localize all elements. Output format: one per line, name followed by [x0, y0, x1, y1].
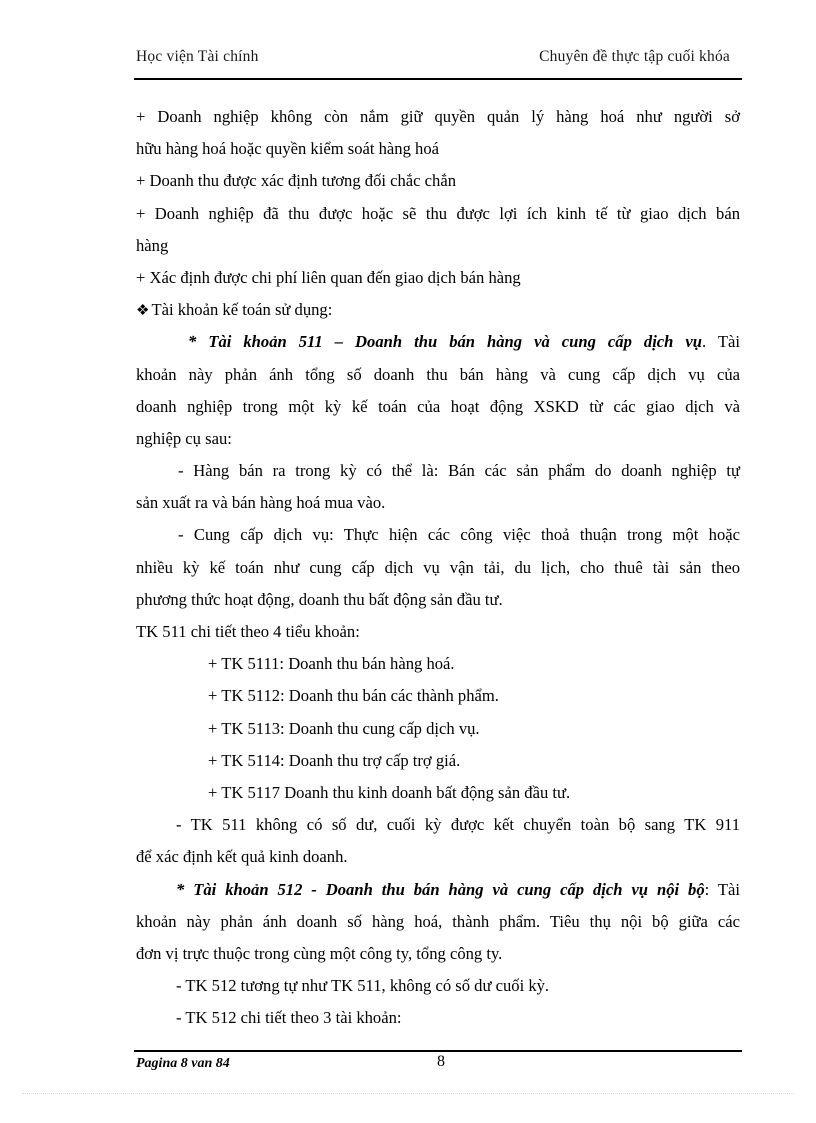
paragraph-line: sản xuất ra và bán hàng hoá mua vào. — [136, 493, 386, 513]
list-item: + TK 5112: Doanh thu bán các thành phẩm. — [208, 686, 499, 706]
paragraph-line: nhiều kỳ kế toán như cung cấp dịch vụ vận tải, du lịch, cho thuê tài sản theo — [136, 557, 740, 577]
paragraph-line: - TK 512 chi tiết theo 3 tài khoản: — [176, 1008, 402, 1028]
paragraph-line: + Doanh thu được xác định tương đối chắc chắn — [136, 171, 456, 191]
account-511-heading-rest: . Tài — [702, 332, 741, 352]
paragraph-line: đơn vị trực thuộc trong cùng một công ty, tổng công ty. — [136, 943, 503, 963]
paragraph-line: + Xác định được chi phí liên quan đến giao dịch bán hàng — [136, 267, 521, 287]
list-item: + TK 5113: Doanh thu cung cấp dịch vụ. — [208, 718, 480, 738]
list-item: + TK 5117 Doanh thu kinh doanh bất động sản đầu tư. — [208, 782, 571, 802]
paragraph-line: khoản này phản ánh doanh số hàng hoá, thành phẩm. Tiêu thụ nội bộ giữa các — [136, 911, 740, 931]
header-report-title: Chuyên đề thực tập cuối khóa — [539, 48, 730, 65]
list-item: + TK 5114: Doanh thu trợ cấp trợ giá. — [208, 750, 461, 770]
paragraph-line: - TK 512 tương tự như TK 511, không có số dư cuối kỳ. — [176, 976, 550, 996]
section-heading — [136, 294, 740, 326]
paragraph-line: - Hàng bán ra trong kỳ có thể là: Bán các sản phẩm do doanh nghiệp tự — [178, 461, 740, 481]
paragraph-line: TK 511 chi tiết theo 4 tiểu khoản: — [136, 622, 360, 641]
paragraph-line: + Doanh nghiệp đã thu được hoặc sẽ thu được lợi ích kinh tế từ giao dịch bán — [136, 203, 740, 223]
account-512-heading-rest: : Tài — [704, 879, 740, 899]
paragraph-line: hàng — [136, 235, 169, 255]
section-heading-text: Tài khoản kế toán sử dụng: — [151, 300, 333, 320]
paragraph-line: + Doanh nghiệp không còn nắm giữ quyền quản lý hàng hoá như người sở — [136, 107, 740, 126]
account-511-heading: * Tài khoản 511 – Doanh thu bán hàng và cung cấp dịch vụ — [188, 332, 703, 352]
page-edge-divider — [22, 1093, 794, 1094]
page-number: 8 — [437, 1053, 445, 1070]
header-divider — [134, 78, 742, 80]
paragraph-line: nghiệp cụ sau: — [136, 428, 232, 448]
footer-divider — [134, 1050, 742, 1052]
diamond-bullet-icon: ❖ — [136, 303, 150, 320]
paragraph-line: - TK 511 không có số dư, cuối kỳ được kết chuyển toàn bộ sang TK 911 — [176, 815, 740, 835]
list-item: + TK 5111: Doanh thu bán hàng hoá. — [208, 654, 455, 674]
header-institution: Học viện Tài chính — [136, 48, 259, 65]
paragraph-line: để xác định kết quả kinh doanh. — [136, 847, 348, 867]
account-512-heading: * Tài khoản 512 - Doanh thu bán hàng và cung cấp dịch vụ nội bộ — [176, 879, 705, 899]
paragraph-line — [136, 326, 740, 358]
page-body — [136, 101, 740, 1034]
paragraph-line — [136, 874, 740, 906]
footer-page-info: Pagina 8 van 84 — [136, 1056, 230, 1071]
paragraph-line: doanh nghiệp trong một kỳ kế toán của hoạt động XSKD từ các giao dịch và — [136, 396, 740, 416]
paragraph-line: khoản này phản ánh tổng số doanh thu bán hàng và cung cấp dịch vụ của — [136, 364, 740, 384]
paragraph-line: - Cung cấp dịch vụ: Thực hiện các công việc thoả thuận trong một hoặc — [178, 525, 740, 545]
paragraph-line: hữu hàng hoá hoặc quyền kiểm soát hàng hoá — [136, 139, 439, 159]
paragraph-line: phương thức hoạt động, doanh thu bất động sản đầu tư. — [136, 589, 503, 609]
